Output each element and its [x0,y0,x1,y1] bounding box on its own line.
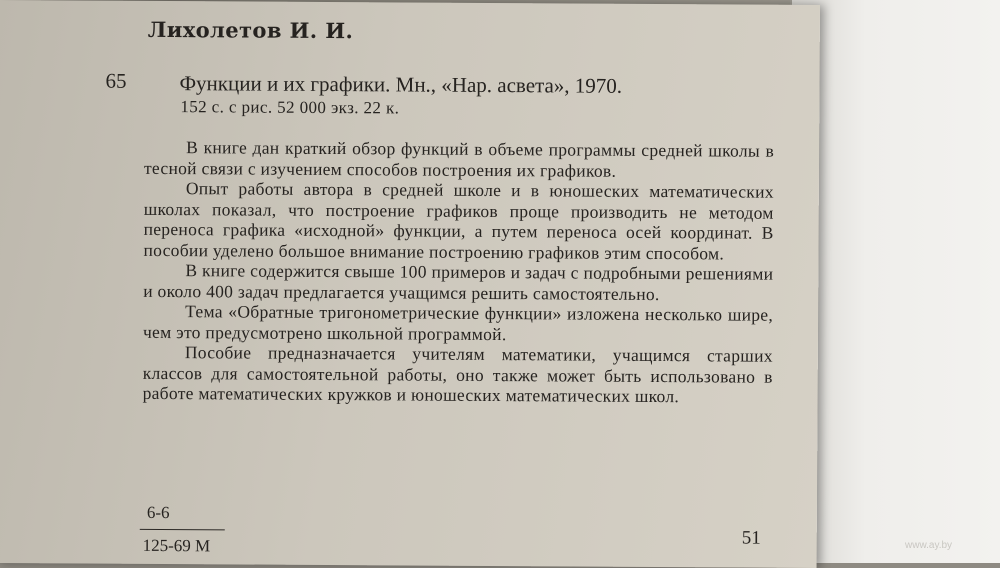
paragraph: Опыт работы автора в средней школе и в юношеских математических школах показал, что построение графиков проще производить не методом переноса графика «исходной» функции, а путем переноса осей координат. В пособии уделено большое внимание построению графиков этим способом. [143,178,774,263]
publication-details: 152 с. с рис. 52 000 экз. 22 к. [180,97,400,118]
book-title-line: Функции и их графики. Мн., «Нар. асвета», 1970. [179,71,623,98]
author-name: Лихолетов И. И. [147,16,354,44]
paragraph: В книге дан краткий обзор функций в объеме программы средней школы в тесной связи с изучением способов построения их графиков. [143,137,775,181]
entry-number: 65 [105,68,127,93]
facing-page [790,0,1000,563]
catalog-code-bottom: 125-69 М [142,535,211,556]
page-number: 51 [741,527,761,549]
paragraph: В книге содержится свыше 100 примеров и задач с подробными решениями и около 400 задач предлагается учащимся решить самостоятельно. [143,260,774,304]
catalog-code-top: 6-6 [146,502,170,523]
paragraph: Пособие предназначается учителям математики, учащимся старших классов для самостоятельной работы, оно также может быть использовано в работе математических кружков и юношеских математических школ. [142,342,773,407]
fraction-rule [140,529,225,531]
paragraph: Тема «Обратные тригонометрические функции» изложена несколько шире, чем это предусмотрено школьной программой. [142,301,774,344]
watermark: www.ay.by [905,540,953,551]
annotation-text [143,137,775,407]
